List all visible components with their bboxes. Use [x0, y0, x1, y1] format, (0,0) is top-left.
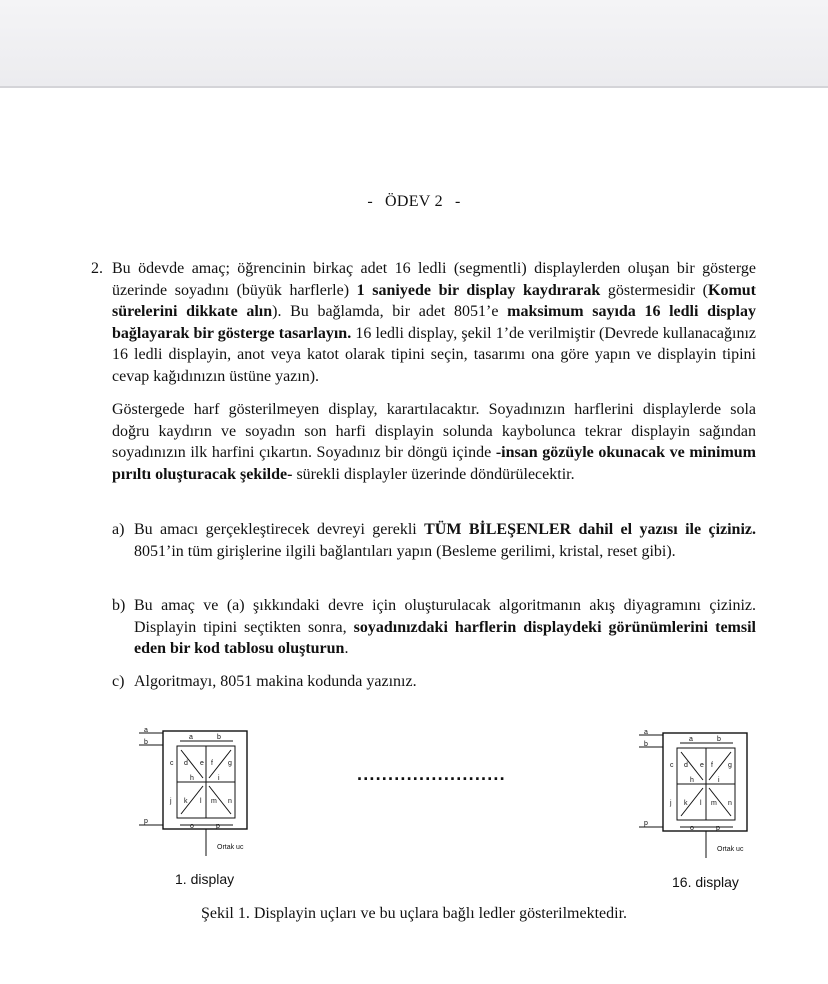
seg-e: e: [200, 760, 204, 767]
subq-c-label: c): [112, 673, 125, 690]
p2-text-2: sürekli displayler üzerinde döndürülecektir.: [292, 465, 575, 483]
common-terminal-label: Ortak uc: [217, 844, 244, 851]
b-bold-1: soyadınızdaki harflerin displaydeki görünümlerini temsil eden bir kod tablosu oluşturun: [134, 618, 756, 657]
p1-bold-2: Komut sürelerini dikkate alın: [112, 281, 756, 320]
title-dash-right: -: [454, 193, 461, 210]
subq-b-label: b): [112, 597, 126, 614]
p1-text-3: ). Bu bağlamda, bir adet 8051’e: [272, 303, 508, 320]
seg-f: f: [211, 760, 213, 767]
p2-bold-1: -insan gözüyle okunacak ve minimum pırıltı oluşturacak şekilde-: [112, 444, 757, 483]
seg-c: c: [170, 760, 174, 767]
seg-a: a: [189, 734, 193, 741]
seg-m: m: [711, 800, 717, 807]
seg-j: j: [670, 800, 672, 807]
seg-h: h: [190, 775, 194, 782]
seg-e: e: [700, 762, 704, 769]
a-text-2: 8051’in tüm girişlerine ilgili bağlantıları yapın (Besleme gerilimi, kristal, reset gibi).: [134, 542, 676, 560]
seg-f: f: [711, 762, 713, 769]
display-1-diagram: [136, 724, 260, 860]
seg-c: c: [670, 762, 674, 769]
p1-bold-3: maksimum sayıda 16 ledli display bağlayarak bir gösterge tasarlayın.: [112, 303, 756, 342]
seg-b: b: [717, 736, 721, 743]
subq-c-text: Algoritmayı, 8051 makina kodunda yazınız.: [134, 673, 417, 690]
display-16-label: 16. display: [672, 874, 739, 890]
seg-o: o: [190, 823, 194, 830]
seg-d: d: [184, 760, 188, 767]
seg-p: p: [216, 823, 220, 830]
title-dash-left: -: [367, 193, 374, 210]
seg-a-pin: a: [144, 727, 148, 734]
seg-k: k: [184, 798, 188, 805]
p1-text-1: Bu ödevde amaç; öğrencinin birkaç adet 16 ledli (segmentli) displaylerden oluşan bir gösterge üzerinde soyadını (büyük harflerle): [112, 260, 756, 299]
seg-b-pin: b: [144, 739, 148, 746]
p1-text-4: 16 ledli display, şekil 1’de verilmiştir (Devrede kullanacağınız 16 ledli displayin, anot veya katot olarak tipini seçin, tasarımı ona göre yapın ve displayin tipini cevap kağıdınızın üstüne yazın).: [112, 324, 756, 385]
figure-caption: Şekil 1. Displayin uçları ve bu uçlara bağlı ledler gösterilmektedir.: [200, 905, 628, 922]
title-text: ÖDEV 2: [385, 193, 443, 210]
seg-d: d: [684, 762, 688, 769]
seg-b-pin: b: [644, 741, 648, 748]
seg-l: l: [700, 800, 702, 807]
display-16-diagram: [636, 726, 760, 862]
seg-n: n: [728, 800, 732, 807]
seg-a-pin: a: [644, 729, 648, 736]
seg-b: b: [217, 734, 221, 741]
seg-l: l: [200, 798, 202, 805]
seg-o: o: [690, 825, 694, 832]
a-text-1: Bu amacı gerçekleştirecek devreyi gerekli: [134, 521, 425, 538]
subq-a-text: [134, 519, 756, 562]
seg-a: a: [689, 736, 693, 743]
subq-b-text: [134, 595, 756, 660]
p2-text-1: Göstergede harf gösterilmeyen display, karartılacaktır. Soyadınızın harflerini displaylerde sola doğru kaydırın ve soyadın son harfi displayin solunda kaybolunca tekrar displayin sağından soyadınızın ilk harfini çıkartın. Soyadınız bir döngü içinde: [112, 401, 756, 461]
seg-m: m: [211, 798, 217, 805]
seg-h: h: [690, 777, 694, 784]
subq-a-label: a): [112, 521, 125, 538]
window-top-bar: [0, 0, 828, 88]
p1-bold-1: 1 saniyede bir display kaydırarak: [356, 281, 601, 299]
seg-i: i: [718, 777, 720, 784]
a-bold-1: TÜM BİLEŞENLER dahil el yazısı ile çiziniz.: [424, 521, 757, 538]
seg-g: g: [728, 762, 732, 769]
question-paragraph-2: [112, 399, 756, 485]
seg-k: k: [684, 800, 688, 807]
seg-j: j: [170, 798, 172, 805]
seg-p-pin: p: [644, 820, 648, 827]
b-text-1: Bu amaç ve (a) şıkkındaki devre için oluşturulacak algoritmanın akış diyagramını çiziniz. Displayin tipini seçtikten sonra,: [134, 597, 756, 636]
question-paragraph-1: [112, 258, 756, 387]
ellipsis-between-displays: ........................: [357, 764, 506, 784]
seg-i: i: [218, 775, 220, 782]
seg-n: n: [228, 798, 232, 805]
seg-p-pin: p: [144, 818, 148, 825]
common-terminal-label: Ortak uc: [717, 846, 744, 853]
display-1-label: 1. display: [175, 871, 235, 887]
seg-p: p: [716, 825, 720, 832]
question-number: 2.: [91, 260, 103, 277]
p1-text-2: göstermesidir (: [600, 281, 708, 299]
page-title: [0, 193, 828, 211]
b-text-2: .: [344, 640, 349, 657]
seg-g: g: [228, 760, 232, 767]
